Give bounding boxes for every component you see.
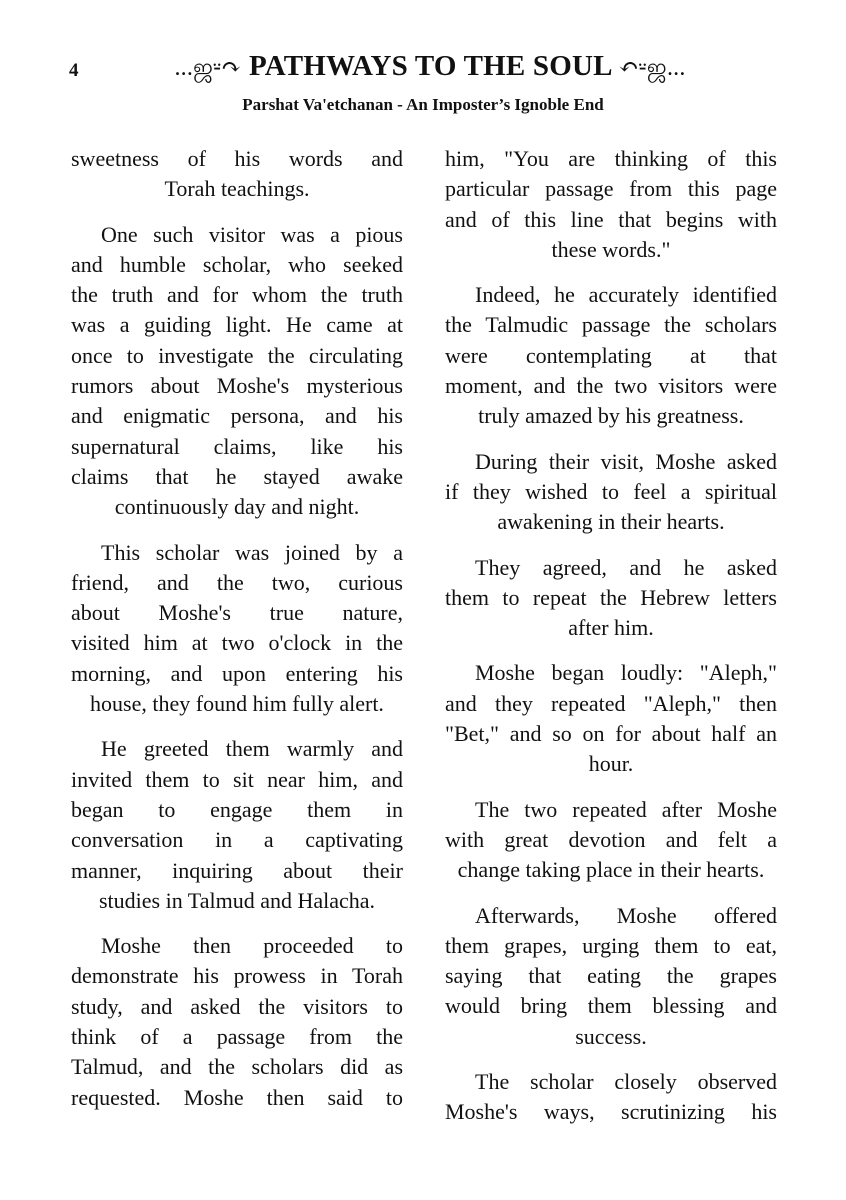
- paragraph: [71, 220, 403, 523]
- text-line: conversation in a captivating: [71, 827, 403, 853]
- text-line: The scholar closely observed: [475, 1069, 777, 1095]
- paragraph: [445, 1067, 777, 1128]
- text-line: They agreed, and he asked: [475, 554, 777, 580]
- text-line: requested. Moshe then said to: [71, 1084, 403, 1110]
- text-line: began to engage them in: [71, 796, 403, 822]
- text-line: Moshe began loudly: "Aleph,": [475, 660, 777, 686]
- text-line: the Talmudic passage the scholars: [445, 312, 777, 338]
- paragraph: [445, 280, 777, 431]
- text-line: them grapes, urging them to eat,: [445, 932, 777, 958]
- page-number: 4: [69, 60, 79, 81]
- text-line: them to repeat the Hebrew letters: [445, 584, 777, 610]
- text-line: if they wished to feel a spiritual: [445, 478, 777, 504]
- paragraph: [445, 144, 777, 265]
- paragraph: [445, 795, 777, 886]
- text-line: was a guiding light. He came at: [71, 312, 403, 338]
- text-line: think of a passage from the: [71, 1024, 403, 1050]
- text-line: moment, and the two visitors were: [445, 373, 777, 399]
- text-line: continuously day and night.: [114, 494, 360, 520]
- text-line: truly amazed by his greatness.: [478, 403, 744, 429]
- text-line: with great devotion and felt a: [445, 826, 777, 852]
- text-line: visited him at two o'clock in the: [71, 630, 403, 656]
- text-line: studies in Talmud and Halacha.: [98, 887, 376, 913]
- text-column-right: [445, 144, 777, 1143]
- paragraph: [71, 734, 403, 916]
- text-line: Moshe's ways, scrutinizing his: [445, 1099, 777, 1125]
- text-line: Indeed, he accurately identified: [475, 282, 777, 308]
- paragraph: [445, 658, 777, 779]
- text-line: and humble scholar, who seeked: [71, 251, 403, 277]
- ornament-right-icon: ↶⸚ஜ...: [618, 55, 686, 81]
- text-line: the truth and for whom the truth: [71, 282, 403, 308]
- running-header: [130, 50, 730, 84]
- article-subtitle: Parshat Va'etchanan - An Imposter’s Ignoble End: [242, 95, 604, 114]
- text-line: One such visitor was a pious: [101, 221, 403, 247]
- text-line: saying that eating the grapes: [445, 963, 777, 989]
- text-line: He greeted them warmly and: [101, 736, 403, 762]
- text-line: rumors about Moshe's mysterious: [71, 373, 403, 399]
- text-line: friend, and the two, curious: [71, 569, 403, 595]
- paragraph: [71, 931, 403, 1113]
- paragraph: [71, 538, 403, 720]
- paragraph: [445, 447, 777, 538]
- ornament-left-icon: ...ஜ⸚↷: [174, 55, 242, 81]
- text-column-left: [71, 144, 403, 1128]
- text-line: and they repeated "Aleph," then: [445, 690, 777, 716]
- text-line: "Bet," and so on for about half an: [445, 721, 777, 747]
- text-line: him, "You are thinking of this: [445, 146, 777, 171]
- text-line: these words.": [551, 236, 671, 262]
- text-line: sweetness of his words and: [71, 146, 403, 171]
- text-line: study, and asked the visitors to: [71, 993, 403, 1019]
- text-line: and of this line that begins with: [445, 206, 777, 232]
- paragraph: [71, 144, 403, 205]
- text-line: awakening in their hearts.: [497, 509, 725, 535]
- text-line: morning, and upon entering his: [71, 660, 403, 686]
- text-line: This scholar was joined by a: [101, 539, 403, 565]
- text-line: and enigmatic persona, and his: [71, 403, 403, 429]
- text-line: demonstrate his prowess in Torah: [71, 963, 403, 989]
- text-line: Moshe then proceeded to: [101, 933, 403, 959]
- text-line: once to investigate the circulating: [71, 342, 403, 368]
- text-line: after him.: [568, 615, 654, 641]
- paragraph: [445, 901, 777, 1052]
- text-line: Afterwards, Moshe offered: [475, 902, 777, 928]
- text-line: would bring them blessing and: [445, 993, 777, 1019]
- text-line: The two repeated after Moshe: [475, 796, 777, 822]
- paragraph: [445, 553, 777, 644]
- text-line: house, they found him fully alert.: [90, 691, 384, 717]
- text-line: claims that he stayed awake: [71, 463, 403, 489]
- text-line: success.: [575, 1023, 647, 1049]
- text-line: about Moshe's true nature,: [71, 600, 403, 626]
- text-line: Talmud, and the scholars did as: [71, 1054, 403, 1080]
- text-line: supernatural claims, like his: [71, 433, 403, 459]
- publication-title: PATHWAYS TO THE SOUL: [248, 50, 612, 82]
- text-line: change taking place in their hearts.: [457, 857, 765, 883]
- text-line: particular passage from this page: [445, 176, 777, 202]
- text-line: manner, inquiring about their: [71, 857, 403, 883]
- text-line: During their visit, Moshe asked: [475, 448, 777, 474]
- text-line: invited them to sit near him, and: [71, 766, 403, 792]
- text-line: were contemplating at that: [445, 342, 777, 368]
- text-line: Torah teachings.: [164, 176, 310, 202]
- text-line: hour.: [588, 751, 634, 777]
